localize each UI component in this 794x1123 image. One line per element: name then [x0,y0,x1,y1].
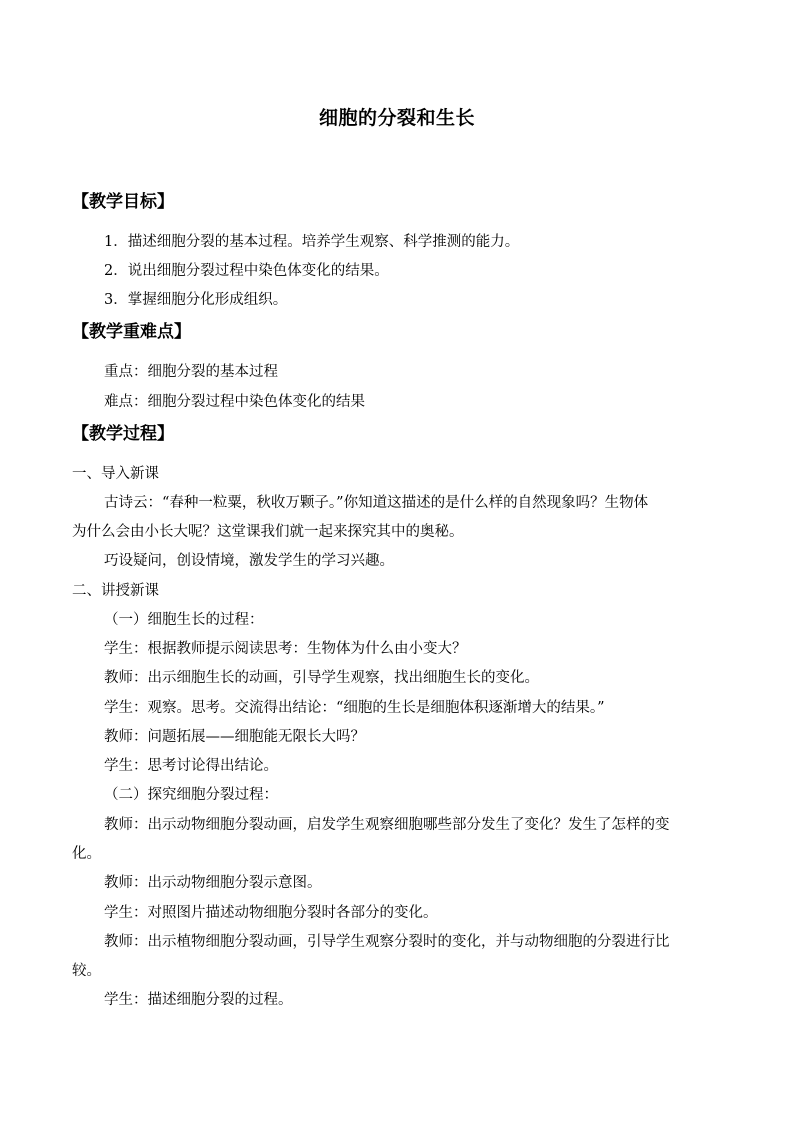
objective-item: 1．描述细胞分裂的基本过程。培养学生观察、科学推测的能力。 [104,234,520,250]
division-line: 较。 [72,963,101,979]
division-line: 学生：对照图片描述动物细胞分裂时各部分的变化。 [104,905,438,921]
division-line: 学生：描述细胞分裂的过程。 [104,992,293,1008]
key-point-item: 难点：细胞分裂过程中染色体变化的结果 [104,394,365,410]
division-line: 教师：出示动物细胞分裂动画，启发学生观察细胞哪些部分发生了变化？发生了怎样的变 [104,817,670,833]
growth-line: 教师：问题拓展——细胞能无限长大吗？ [104,729,365,745]
growth-line: 学生：思考讨论得出结论。 [104,758,278,774]
section-heading-process: 【教学过程】 [72,424,174,444]
section-heading-objectives: 【教学目标】 [72,192,174,212]
division-line: 教师：出示植物细胞分裂动画，引导学生观察分裂时的变化，并与动物细胞的分裂进行比 [104,934,670,950]
growth-line: 教师：出示细胞生长的动画，引导学生观察，找出细胞生长的变化。 [104,670,539,686]
part-heading-new-lesson: 二、讲授新课 [72,583,159,599]
page-title: 细胞的分裂和生长 [318,107,475,129]
growth-line: 学生：观察。思考。交流得出结论：“细胞的生长是细胞体积逐渐增大的结果。” [104,700,605,716]
section-heading-key-points: 【教学重难点】 [72,322,191,342]
intro-paragraph-line: 为什么会由小长大呢？这堂课我们就一起来探究其中的奥秘。 [72,524,464,540]
sub-heading-growth: （一）细胞生长的过程： [104,612,264,628]
intro-paragraph-line: 古诗云：“春种一粒粟，秋收万颗子。”你知道这描述的是什么样的自然现象吗？生物体 [104,495,649,511]
intro-paragraph: 巧设疑问，创设情境，激发学生的学习兴趣。 [104,553,394,569]
sub-heading-division: （二）探究细胞分裂过程： [104,787,278,803]
objective-item: 2．说出细胞分裂过程中染色体变化的结果。 [104,263,389,279]
division-line: 化。 [72,846,101,862]
part-heading-intro: 一、导入新课 [72,466,159,482]
objective-item: 3．掌握细胞分化形成组织。 [104,292,288,308]
growth-line: 学生：根据教师提示阅读思考：生物体为什么由小变大？ [104,641,467,657]
key-point-item: 重点：细胞分裂的基本过程 [104,364,278,380]
division-line: 教师：出示动物细胞分裂示意图。 [104,875,322,891]
